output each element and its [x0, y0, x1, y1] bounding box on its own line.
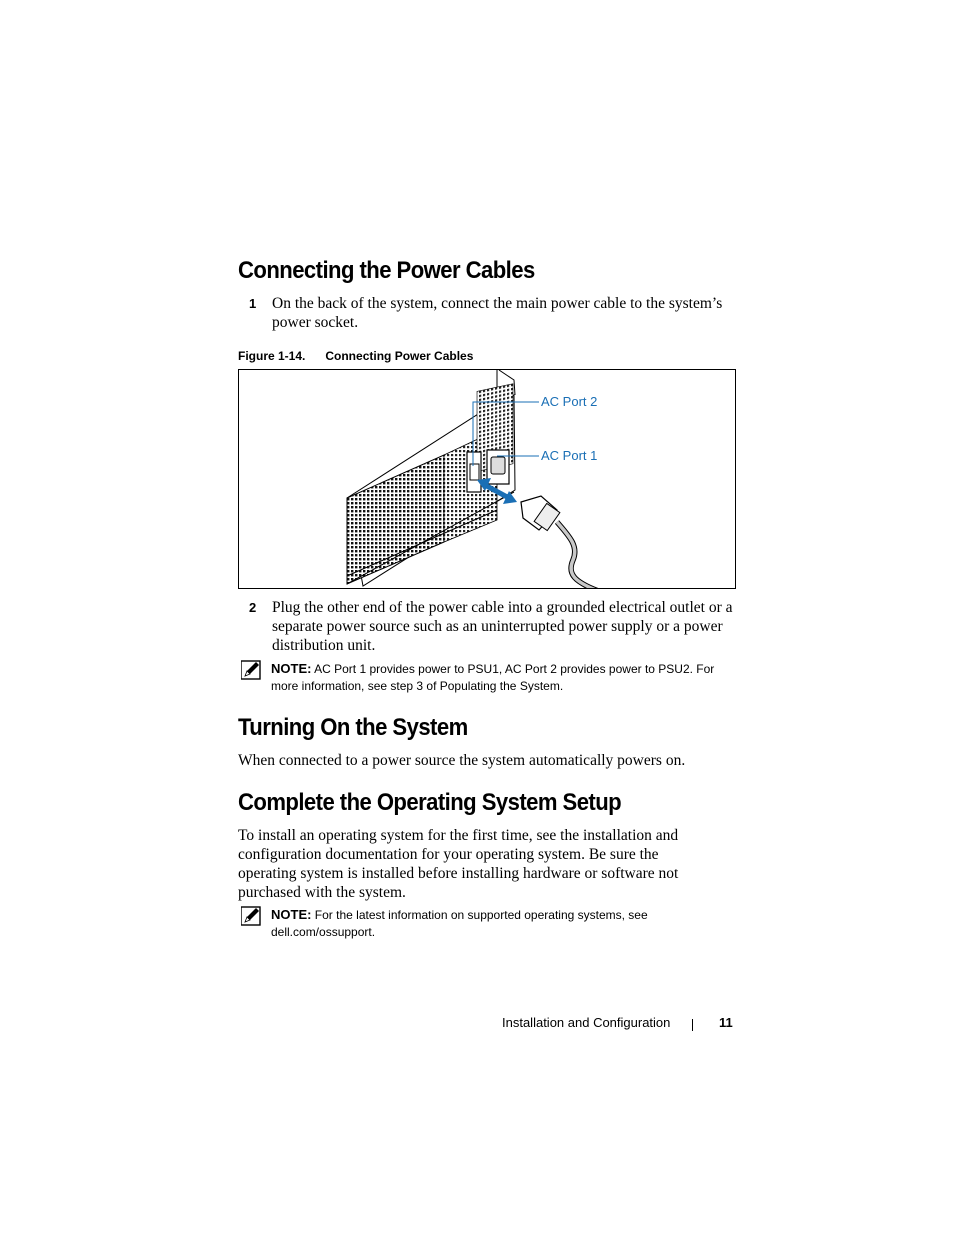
os-setup-text: To install an operating system for the first time, see the installation and configuration documentation for your operating system. Be sure the operating system is installed before installing hardware or software not purchased with the system.: [238, 827, 679, 901]
step-text: On the back of the system, connect the main power cable to the system’s power socket.: [272, 295, 723, 331]
note-text: For the latest information on supported operating systems, see: [314, 908, 648, 922]
note-period: .: [371, 925, 376, 939]
server-illustration: [239, 370, 736, 589]
note-text: AC Port 1 provides power to PSU1, AC Port 2 provides power to PSU2. For more information, see step 3 of Populating the System.: [271, 662, 715, 693]
figure-power-cables: [238, 369, 736, 589]
figure-caption: [238, 349, 473, 363]
pencil-note-icon: [241, 660, 261, 680]
step-number: 2: [249, 600, 257, 615]
footer-section-title: Installation and Configuration: [502, 1015, 671, 1030]
footer-separator: [692, 1019, 693, 1031]
page-number: 11: [719, 1015, 733, 1030]
step-text: Plug the other end of the power cable into a grounded electrical outlet or a separate power source such as an uninterrupted power supply or a power distribution unit.: [272, 599, 733, 654]
note-label: NOTE:: [271, 661, 312, 676]
turning-on-text: When connected to a power source the system automatically powers on.: [238, 752, 686, 769]
step-number: 1: [249, 296, 257, 311]
callout-ac-port-2: AC Port 2: [541, 394, 598, 409]
ossupport-link[interactable]: dell.com/ossupport: [271, 925, 372, 939]
note-body: [271, 660, 737, 695]
callout-ac-port-1: AC Port 1: [541, 448, 598, 463]
heading-connecting-power-cables: Connecting the Power Cables: [238, 257, 535, 284]
figure-title: Connecting Power Cables: [325, 349, 474, 363]
heading-os-setup: Complete the Operating System Setup: [238, 789, 622, 816]
note-label: NOTE:: [271, 907, 312, 922]
pencil-note-icon: [241, 906, 261, 926]
note-body: [271, 906, 737, 941]
figure-number: Figure 1-14.: [238, 349, 306, 363]
heading-turning-on-system: Turning On the System: [238, 714, 468, 741]
